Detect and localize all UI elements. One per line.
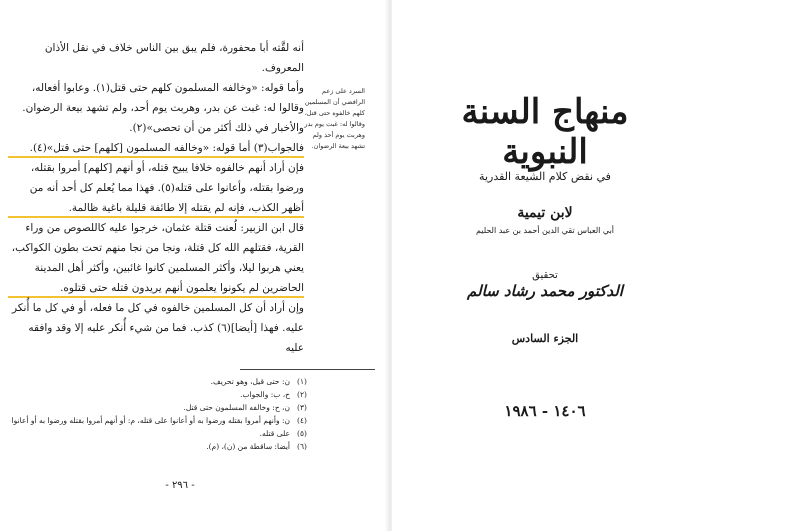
footnote-number: (٢) [297, 390, 307, 399]
footnote-number: (٣) [297, 403, 307, 412]
footnote-number: (٥) [297, 429, 307, 438]
footnote-text: ن: حتى قيل، وهو تحريف. [210, 377, 290, 386]
footnote-text: ن، ح: وخالفه المسلمون حتى قتل. [183, 403, 290, 412]
editor-label: تحقيق [532, 270, 558, 281]
paragraph-2: وأما قوله: «وخالفه المسلمون كلهم حتى قتل(١). وعابوا أفعاله، وقالوا له: غبت عن بدر، وهربت يوم أحد، ولم تشهد بيعة الرضوان. والأخبار في ذلك أكثر من أن تحصى»(٢). [22, 82, 304, 134]
author-full-name: أبي العباس تقي الدين أحمد بن عبد الحليم [475, 226, 615, 235]
publication-year: ١٤٠٦ - ١٩٨٦ [504, 402, 586, 420]
footnote-text: أيضا: ساقطة من (ن)، (م). [206, 442, 290, 451]
footnote-text: ن: وأنهم أمروا بقتله ورضوا به أو أعانوا على قتله، م: أو أنهم أمروا بقتله ورضوا به أو أعانوا على قتله. [11, 416, 290, 438]
footnote-divider [240, 369, 375, 370]
paragraph-3: فالجواب(٣) أما قوله: «وخالفه المسلمون [كلهم] حتى قتل»(٤). [8, 138, 304, 158]
footnotes [8, 375, 290, 453]
footnote-number: (١) [297, 377, 307, 386]
right-page-title-page [392, 0, 785, 531]
paragraph-5-highlighted: قال ابن الزبير: لُعنت قتلة عثمان، خرجوا عليه كاللصوص من وراء القرية، فقتلهم الله كل قتلة، ونجا من نجا منهم تحت بطون الكواكب، يعني هربوا ليلا، وأكثر المسلمين كانوا غائبين، وأكثر أهل المدينة الحاضرين لم يكونوا يعلمون أنهم يريدون قتله حتى قتلوه. [8, 218, 304, 298]
page-number: - ٢٩٦ - [165, 480, 195, 491]
book-subtitle: في نقض كلام الشيعة القدرية [479, 170, 611, 183]
author-name: لابن تيمية [517, 205, 573, 221]
paragraph-1: أنه لقَّته أبا محفورة، فلم يبق بين الناس خلاف في نقل الأذان المعروف. [44, 42, 304, 74]
footnote-numbers [292, 375, 312, 453]
editor-name: الدكتور محمد رشاد سالم [467, 282, 623, 300]
paragraph-6: وإن أراد أن كل المسلمين خالفوه في كل ما فعله، أو في كل ما أُنكر عليه. فهذا [أيضا](٦) كذب. فما من شيء أُنكر عليه إلا وقد وافقه عليه [11, 302, 304, 354]
main-text-block [8, 38, 304, 358]
footnote-text: ح، ب: والجواب. [240, 390, 290, 399]
margin-note: السرد على زعم الرافضي أن المسلمين كلهم خالفوه حتى قتل، وقالوا له: غبت يوم بدر وهربت يوم أحد ولم تشهد بيعة الرضوان. [304, 87, 365, 150]
book-title: منهاج السنة النبوية [461, 92, 629, 172]
volume-label: الجزء السادس [511, 332, 579, 345]
paragraph-4-highlighted: فإن أراد أنهم خالفوه خلافا يبيح قتله، أو أنهم [كلهم] أمروا بقتله، ورضوا بقتله، وأعانوا على قتله(٥). فهذا مما يُعلم كل أحد أنه من أظهر الكذب، فإنه لم يقتله إلا طائفة قليلة باغية ظالمة. [8, 158, 304, 218]
footnote-number: (٤) [297, 416, 307, 425]
footnote-number: (٦) [297, 442, 307, 451]
left-page [0, 0, 390, 531]
